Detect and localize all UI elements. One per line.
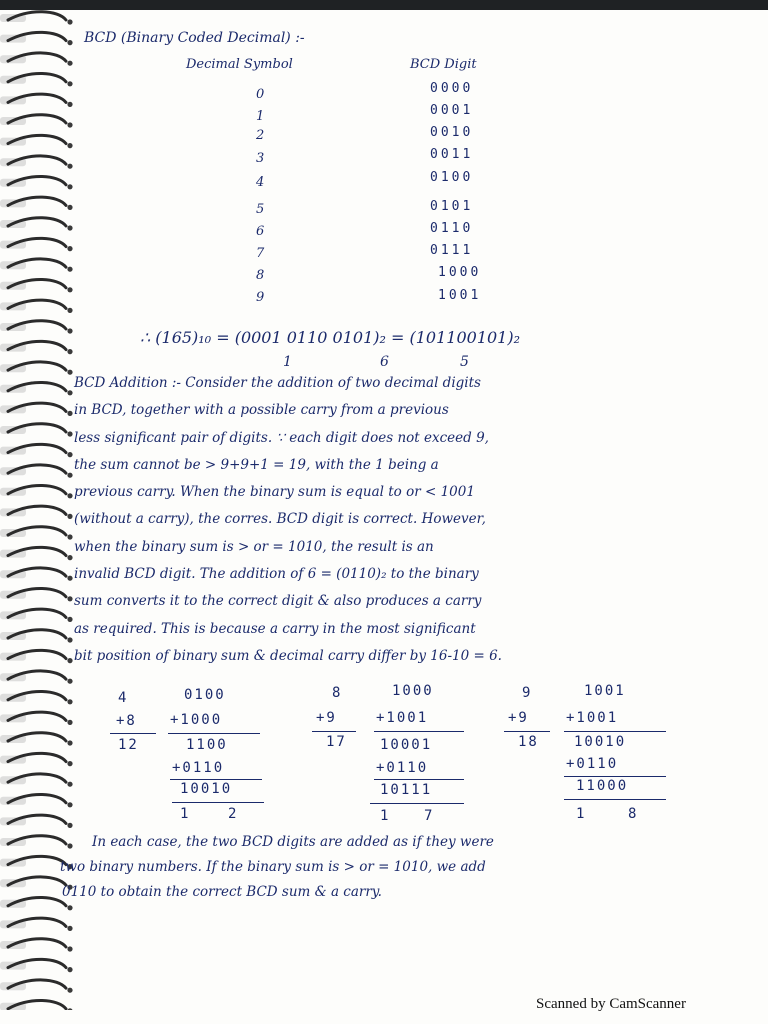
paragraph-line: when the binary sum is > or = 1010, the result is an [74, 538, 434, 555]
page-heading: BCD (Binary Coded Decimal) :- [84, 30, 305, 46]
binary-operand-a: 1000 [392, 683, 434, 699]
paragraph-line: bit position of binary sum & decimal carry differ by 16-10 = 6. [74, 647, 502, 664]
add-six: +0110 [172, 760, 225, 776]
carry-digit: 1 [576, 806, 587, 822]
table-row-bcd: 0110 [430, 221, 474, 236]
result-digit: 8 [628, 806, 639, 822]
scan-top-edge [0, 0, 768, 10]
binary-operand-a: 0100 [184, 687, 226, 703]
paragraph-line: as required. This is because a carry in the most significant [74, 620, 476, 637]
add-six: +0110 [376, 760, 429, 776]
table-row-bcd: 0010 [430, 125, 474, 140]
paragraph-line: sum converts it to the correct digit & also produces a carry [74, 593, 482, 610]
bcd-addition-paragraph [74, 370, 502, 670]
binary-sum: 10010 [574, 734, 627, 750]
paragraph-line: In each case, the two BCD digits are added as if they were [92, 834, 494, 850]
table-row-dec: 2 [256, 128, 265, 143]
binary-sum: 1100 [186, 737, 228, 753]
decimal-operand-b: +9 [508, 710, 529, 726]
decimal-sum: 12 [118, 737, 139, 753]
table-row-dec: 5 [256, 202, 265, 217]
digit-label: 1 [283, 354, 292, 370]
decimal-sum: 17 [326, 734, 347, 750]
table-row-bcd: 0001 [430, 103, 474, 118]
paragraph-line: previous carry. When the binary sum is equal to or < 1001 [74, 484, 475, 501]
binary-operand-b: +1001 [376, 710, 429, 726]
table-row-dec: 7 [256, 246, 265, 261]
decimal-sum: 18 [518, 734, 539, 750]
table-row-bcd: 0101 [430, 199, 474, 214]
paragraph-line: BCD Addition :- Consider the addition of two decimal digits [74, 375, 481, 391]
table-header-bcd: BCD Digit [410, 57, 477, 72]
carry-digit: 1 [380, 808, 391, 824]
binary-operand-b: +1001 [566, 710, 619, 726]
corrected-sum: 11000 [576, 778, 629, 794]
paragraph-line: the sum cannot be > 9+9+1 = 19, with the 1 being a [74, 456, 439, 473]
table-row-dec: 1 [256, 109, 265, 124]
binary-sum: 10001 [380, 737, 433, 753]
table-header-decimal: Decimal Symbol [186, 57, 293, 72]
binary-operand-a: 1001 [584, 683, 626, 699]
conclusion-paragraph [60, 830, 494, 905]
carry-digit: 1 [180, 806, 191, 822]
table-row-dec: 4 [256, 175, 265, 190]
paragraph-line: (without a carry), the corres. BCD digit is correct. However, [74, 511, 486, 528]
decimal-operand-b: +8 [116, 713, 137, 729]
table-row-bcd: 0100 [430, 170, 474, 185]
table-row-bcd: 0111 [430, 243, 474, 258]
decimal-operand-a: 8 [332, 685, 343, 701]
table-row-dec: 3 [256, 151, 265, 166]
corrected-sum: 10010 [180, 781, 233, 797]
table-row-bcd: 0011 [430, 147, 474, 162]
paragraph-line: less significant pair of digits. ∵ each digit does not exceed 9, [74, 429, 489, 446]
binary-operand-b: +1000 [170, 712, 223, 728]
corrected-sum: 10111 [380, 782, 433, 798]
table-row-dec: 8 [256, 268, 265, 283]
digit-label: 5 [460, 354, 469, 370]
bcd-conversion-equation: ∴ (165)₁₀ = (0001 0110 0101)₂ = (101100101)₂ [140, 328, 521, 347]
decimal-operand-a: 9 [522, 685, 533, 701]
scanner-watermark: Scanned by CamScanner [536, 996, 686, 1012]
paragraph-line: two binary numbers. If the binary sum is > or = 1010, we add [60, 859, 486, 875]
decimal-operand-b: +9 [316, 710, 337, 726]
result-digit: 7 [424, 808, 435, 824]
table-row-bcd: 0000 [430, 81, 474, 96]
decimal-operand-a: 4 [118, 690, 129, 706]
paragraph-line: 0110 to obtain the correct BCD sum & a carry. [62, 884, 382, 900]
result-digit: 2 [228, 806, 239, 822]
table-row-bcd: 1001 [438, 288, 482, 303]
table-row-dec: 0 [256, 87, 265, 102]
table-row-dec: 6 [256, 224, 265, 239]
table-row-bcd: 1000 [438, 265, 482, 280]
digit-label: 6 [380, 354, 389, 370]
add-six: +0110 [566, 756, 619, 772]
table-row-dec: 9 [256, 290, 265, 305]
paragraph-line: invalid BCD digit. The addition of 6 = (0110)₂ to the binary [74, 566, 479, 583]
paragraph-line: in BCD, together with a possible carry from a previous [74, 402, 449, 419]
